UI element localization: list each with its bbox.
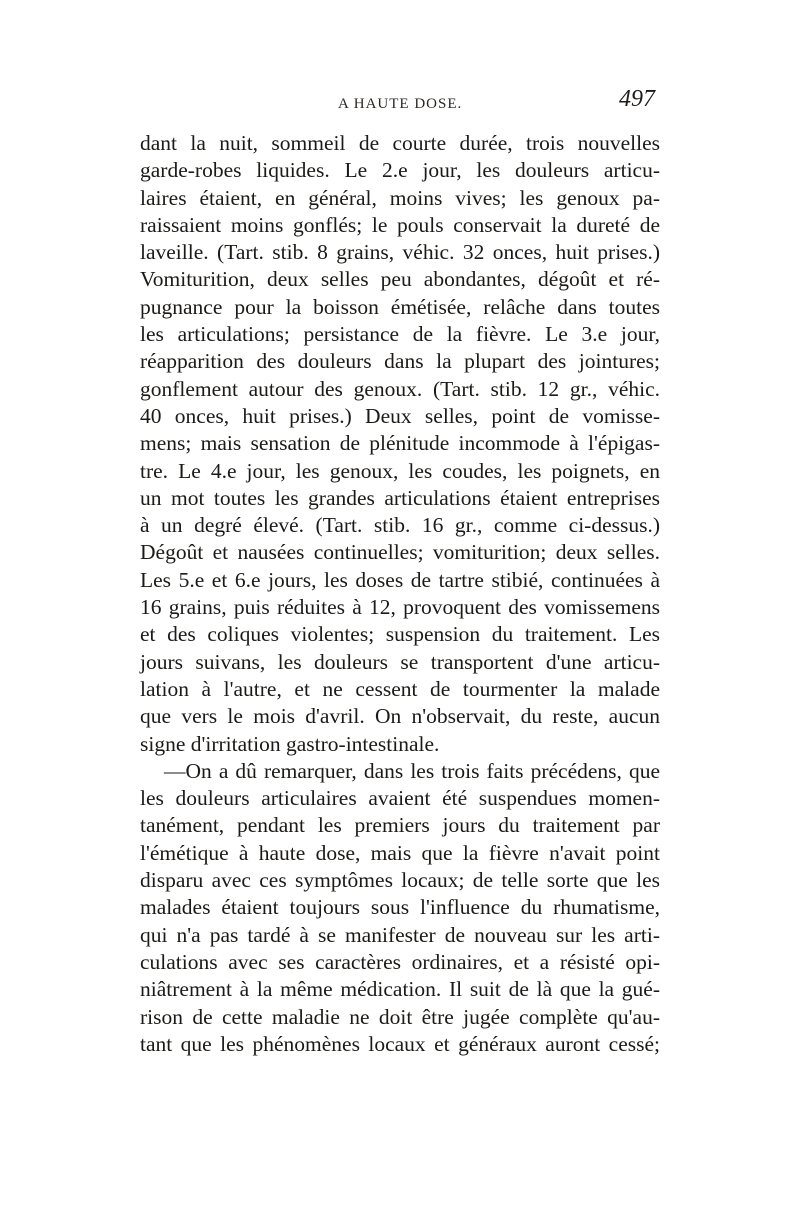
paragraph-end-line: signe d'irritation gastro-intestinale. [140, 731, 440, 756]
text-line: 40 onces, huit prises.) Deux selles, point de vomisse- [140, 403, 660, 428]
text-line: réapparition des douleurs dans la plupart des jointures; [140, 349, 660, 374]
text-line: niâtrement à la même médication. Il suit de là que la gué- [140, 977, 660, 1002]
running-title: A HAUTE DOSE. [338, 96, 463, 112]
text-line: Les 5.e et 6.e jours, les doses de tartre stibié, continuées à [140, 567, 660, 592]
text-line: Dégoût et nausées continuelles; vomiturition; deux selles. [140, 540, 660, 565]
text-line: lation à l'autre, et ne cessent de tourmenter la malade [140, 676, 660, 701]
text-line: culations avec ses caractères ordinaires, et a résisté opi- [140, 949, 660, 974]
text-line: Vomiturition, deux selles peu abondantes, dégoût et ré- [140, 267, 660, 292]
page-number: 497 [619, 86, 655, 112]
text-line: rison de cette maladie ne doit être jugée complète qu'au- [140, 1004, 660, 1029]
text-line: raissaient moins gonflés; le pouls conservait la dureté de [140, 212, 660, 237]
text-line: qui n'a pas tardé à se manifester de nouveau sur les arti- [140, 922, 660, 947]
body-text [140, 130, 660, 1058]
text-line: tanément, pendant les premiers jours du traitement par [140, 813, 660, 838]
text-line: mens; mais sensation de plénitude incommode à l'épigas- [140, 431, 660, 456]
text-line: disparu avec ces symptômes locaux; de telle sorte que les [140, 868, 660, 893]
text-line: dant la nuit, sommeil de courte durée, trois nouvelles [140, 131, 660, 155]
text-line: laveille. (Tart. stib. 8 grains, véhic. 32 onces, huit prises.) [140, 240, 660, 265]
text-line: gonflement autour des genoux. (Tart. stib. 12 gr., véhic. [140, 376, 660, 401]
text-line: 16 grains, puis réduites à 12, provoquent des vomissemens [140, 595, 660, 620]
text-line: les douleurs articulaires avaient été suspendues momen- [140, 786, 660, 811]
text-line: pugnance pour la boisson émétisée, relâche dans toutes [140, 294, 660, 319]
text-line: malades étaient toujours sous l'influence du rhumatisme, [140, 895, 660, 920]
text-line: un mot toutes les grandes articulations étaient entreprises [140, 485, 660, 510]
text-line: laires étaient, en général, moins vives; les genoux pa- [140, 185, 660, 210]
text-line: jours suivans, les douleurs se transportent d'une articu- [140, 649, 660, 674]
text-line: les articulations; persistance de la fièvre. Le 3.e jour, [140, 322, 660, 347]
paragraph-start-line: —On a dû remarquer, dans les trois faits précédens, que [164, 758, 660, 783]
text-line: à un degré élevé. (Tart. stib. 16 gr., comme ci-dessus.) [140, 513, 660, 538]
text-line: l'émétique à haute dose, mais que la fièvre n'avait point [140, 840, 660, 865]
text-line: garde-robes liquides. Le 2.e jour, les douleurs articu- [140, 158, 660, 183]
text-line: que vers le mois d'avril. On n'observait, du reste, aucun [140, 704, 660, 729]
text-line: tant que les phénomènes locaux et généraux auront cessé; [140, 1031, 660, 1056]
text-line: tre. Le 4.e jour, les genoux, les coudes, les poignets, en [140, 458, 660, 483]
text-line: et des coliques violentes; suspension du traitement. Les [140, 622, 660, 647]
